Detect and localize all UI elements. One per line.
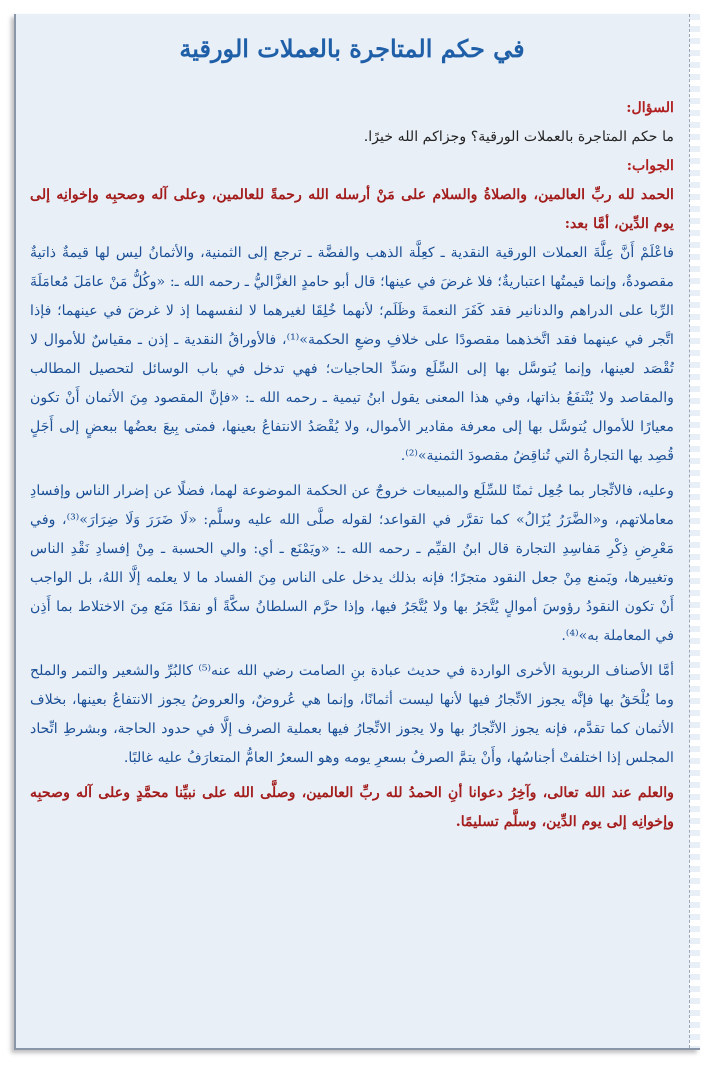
article-title: في حكم المتاجرة بالعملات الورقية [179, 34, 525, 63]
answer-paragraph: أمَّا الأصناف الربوية الأخرى الواردة في حديث عبادة بنِ الصامت رضي الله عنه⁽⁵⁾ كالبُرِّ والشعير والتمر والملح وما يُلْحَقُ بها فإنَّه يجوز الاتِّجارُ فيها لأنها ليست أثمانًا، وإنما هي عُروضٌ، والعروضُ يجوز الانتفاعُ بعينها، بخلاف الأثمان كما تقدَّم، فإنه يجوز الاتِّجارُ بها ولا يجوز الاتِّجارُ فيها بعملية الصرف إلَّا في حدود الحاجة، وبشرطِ اتِّحاد المجلس إذا اختلفتْ أجناسُها، وأَنْ يتمَّ الصرفُ بسعرِ يومه وهو السعرُ العامُّ المتعارَفُ عليه غالبًا. [30, 663, 675, 766]
answer-closing: والعلم عند الله تعالى، وآخِرُ دعوانا أنِ الحمدُ لله ربِّ العالمين، وصلَّى الله على نبيِّنا محمَّدٍ وعلى آله وصحبِه وإخوانِه إلى يوم الدِّين، وسلَّم تسليمًا. [30, 785, 674, 830]
torn-edge [689, 14, 700, 1048]
question-label: السؤال: [626, 100, 674, 116]
answer-paragraph: فاعْلَمْ أَنَّ عِلَّةَ العملات الورقية النقدية ـ كعِلَّة الذهب والفضَّة ـ ترجع إلى الثمنية، والأثمانُ ليس لها قيمةٌ ذاتيةٌ مقصودةٌ، وإنما قيمتُها اعتباريةٌ؛ فلا غرضَ في عينها؛ قال أبو حامدٍ الغزَّاليُّ ـ رحمه الله ـ: «وكُلُّ مَنْ عامَلَ مُعامَلَةَ الرِّبا على الدراهم والدنانير فقد كَفَرَ النعمةَ وظَلَم؛ لأنهما خُلِقَا لغيرهما لا لنفسهما إذ لا غرضَ في عينهما؛ فإذا اتَّجر في عينهما فقد اتَّخذهما مقصودًا على خلافِ وضعِ الحكمة»⁽¹⁾، فالأوراقُ النقدية ـ إذن ـ مقياسٌ للأموال لا تُقْصَد لعينها، وإنما يُتوسَّل بها إلى السِّلَع وسَدِّ الحاجيات؛ فهي تدخل في باب الوسائل لتحصيل المطالب والمقاصد ولا يُنْتفَعُ بذاتها، وفي هذا المعنى يقول ابنُ تيمية ـ رحمه الله ـ: «فإنَّ المقصود مِنَ الأثمان أَنْ تكون معيارًا للأموال يُتوسَّل بها إلى معرفة مقادير الأموال، ولا يُقْصَدُ الانتفاعُ بعينها، فمتى بِيعَ بعضُها ببعضٍ إلى أَجَلٍ قُصِد بها التجارةُ التي تُناقِضُ مقصودَ الثمنية»⁽²⁾. [30, 245, 674, 464]
answer-opening: الحمد لله ربِّ العالمين، والصلاةُ والسلام على مَنْ أرسله الله رحمةً للعالمين، وعلى آله وصحبِه وإخوانِه إلى يوم الدِّين، أمَّا بعد: [30, 187, 674, 232]
question-text: ما حكم المتاجرة بالعملات الورقية؟ وجزاكم الله خيرًا. [363, 129, 674, 145]
answer-paragraph: وعليه، فالاتِّجار بما جُعِل ثمنًا للسِّلَع والمبيعات خروجٌ عن الحكمة الموضوعة لهما، فضلًا عن إضرار الناس وإفسادِ معاملاتهم، و«الضَّرَرُ يُزَالُ» كما تقرَّر في القواعد؛ لقوله صلَّى الله عليه وسلَّم: «لَا ضَرَرَ وَلَا ضِرَارَ»⁽³⁾، وفي مَعْرِضِ ذِكْرِ مَفاسِدِ التجارة قال ابنُ القيِّم ـ رحمه الله ـ: «ويَمْنَع ـ أي: والي الحسبة ـ مِنْ إفسادِ نَقْدِ الناس وتغييرها، ويَمنع مِنْ جعل النقود متجرًا؛ فإنه بذلك يدخل على الناس مِنَ الفساد ما لا يعلمه إلَّا اللهُ، بل الواجب أَنْ تكون النقودُ رؤوسَ أموالٍ يُتَّجَرُ بها ولا يُتَّجَرُ فيها، وإذا حرَّم السلطانُ سكَّةً أو نقدًا مَنَع مِنَ الاختلاط بما أَذِن في المعاملة به»⁽⁴⁾. [30, 483, 674, 644]
article-page [14, 14, 700, 1050]
answer-label: الجواب: [626, 158, 674, 174]
article-content [30, 24, 674, 1040]
